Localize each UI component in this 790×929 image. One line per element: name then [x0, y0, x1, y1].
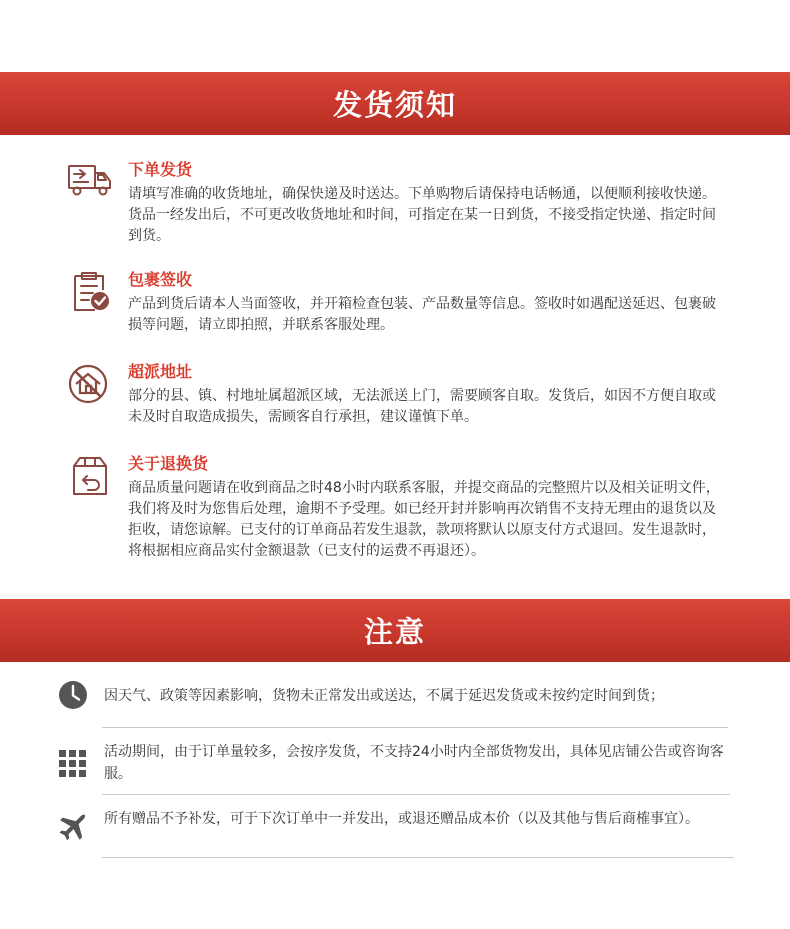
notice-banner: [0, 599, 790, 662]
notice-title: 注意: [363, 615, 426, 649]
notice-text: 因天气、政策等因素影响，货物未正常发出或送达，不属于延迟发货或未按约定时间到货；: [104, 688, 664, 704]
no-delivery-house-icon: [66, 362, 114, 406]
return-box-icon: [66, 454, 114, 498]
shipping-item-text: 产品到货后请本人当面签收，并开箱检查包装、产品数量等信息。签收时如遇配送延迟、包裹破损等问题，请立即拍照，并联系客服处理。: [128, 296, 716, 333]
notice-text: 活动期间，由于订单量较多，会按序发货，不支持24小时内全部货物发出，具体见店铺公告或咨询客服。: [104, 744, 724, 782]
divider: [102, 794, 730, 795]
shipping-item-text: 部分的县、镇、村地址属超派区域，无法派送上门，需要顾客自取。发货后，如因不方便自取或未及时自取造成损失，需顾客自行承担，建议谨慎下单。: [128, 388, 716, 425]
grid-icon: [57, 748, 89, 780]
shipping-item-text: 请填写准确的收货地址，确保快递及时送达。下单购物后请保持电话畅通，以便顺利接收快递。货品一经发出后，不可更改收货地址和时间，可指定在某一日到货，不接受指定快递、指定时间到货。: [128, 186, 716, 244]
clock-icon: [57, 679, 89, 711]
shipping-item-title: 包裹签收: [128, 270, 193, 289]
divider: [102, 857, 734, 858]
delivery-truck-icon: [66, 160, 114, 204]
shipping-notice-banner: [0, 72, 790, 135]
shipping-item-title: 下单发货: [128, 160, 193, 179]
shipping-item-title: 关于退换货: [128, 454, 209, 473]
divider: [102, 727, 728, 728]
shipping-item-title: 超派地址: [128, 362, 193, 381]
package-sign-icon: [66, 270, 114, 314]
notice-text: 所有赠品不予补发，可于下次订单中一并发出，或退还赠品成本价（以及其他与售后商榷事宜）。: [104, 811, 699, 827]
shipping-item-text: 商品质量问题请在收到商品之时48小时内联系客服，并提交商品的完整照片以及相关证明文件，我们将及时为您售后处理，逾期不予受理。如已经开封并影响再次销售不支持无理由的退货以及拒收，请您谅解。已支付的订单商品若发生退款，款项将默认以原支付方式退回。发生退款时，将根据相应商品实付金额退款（已支付的运费不再退还）。: [128, 480, 720, 559]
airplane-icon: [57, 812, 89, 844]
shipping-notice-title: 发货须知: [332, 88, 457, 122]
